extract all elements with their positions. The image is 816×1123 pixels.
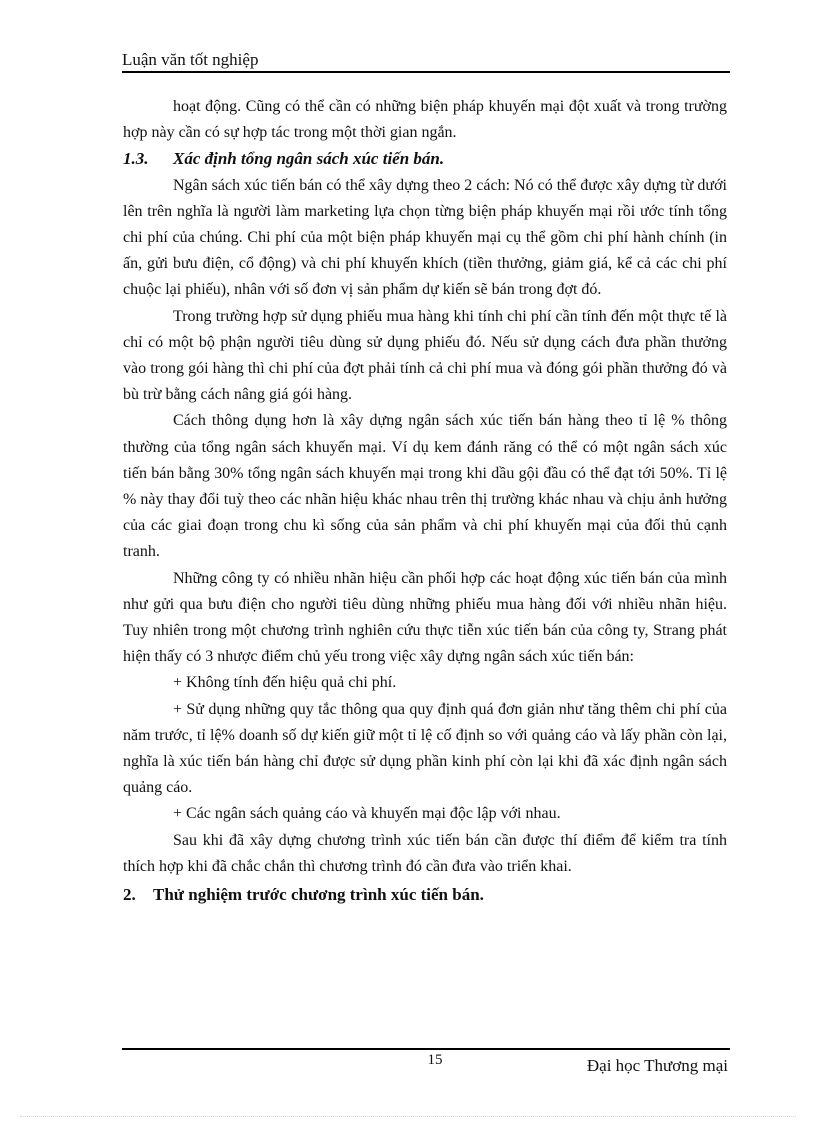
- footer-rule: [122, 1048, 730, 1050]
- header-rule: [122, 71, 730, 73]
- section-number: 1.3.: [123, 149, 149, 169]
- paragraph: Cách thông dụng hơn là xây dựng ngân sách xúc tiến bán hàng theo tỉ lệ % thông thường của tổng ngân sách khuyến mại. Ví dụ kem đánh răng có thể có một ngân sách xúc tiến bán bằng 30% tổng ngân sách khuyến mại trong khi dầu gội đầu có thể đạt tới 50%. Tỉ lệ % này thay đổi tuỳ theo các nhãn hiệu khác nhau trên thị trường khác nhau và chịu ảnh hưởng của các giai đoạn trong chu kì sống của sản phẩm và chi phí khuyến mại của đối thủ cạnh tranh.: [123, 412, 727, 561]
- section-number: 2.: [123, 885, 136, 905]
- section-heading-1-3: [123, 146, 727, 172]
- list-item: + Sử dụng những quy tắc thông qua quy định quá đơn giản như tăng thêm chi phí của năm trước, tỉ lệ% doanh số dự kiến giữ một tỉ lệ cố định so với quảng cáo và lấy phần còn lại, nghĩa là xúc tiến bán hàng chỉ được sử dụng phần kinh phí còn lại khi đã xác định ngân sách quảng cáo.: [123, 700, 727, 797]
- paragraph: Trong trường hợp sử dụng phiếu mua hàng khi tính chi phí cần tính đến một thực tế là chỉ có một bộ phận người tiêu dùng sử dụng phiếu đó. Nếu sử dụng cách đưa phần thưởng vào trong gói hàng thì chi phí của đợt phải tính cả chi phí mua và đóng gói phần thưởng đó và bù trừ bằng cách nâng giá gói hàng.: [123, 307, 727, 404]
- section-title: Thử nghiệm trước chương trình xúc tiến bán.: [153, 885, 484, 905]
- running-header-title: Luận văn tốt nghiệp: [122, 50, 259, 69]
- list-item: + Các ngân sách quảng cáo và khuyến mại độc lập với nhau.: [173, 805, 561, 823]
- page-edge-divider: [20, 1116, 796, 1117]
- section-title: Xác định tổng ngân sách xúc tiến bán.: [173, 149, 445, 169]
- page-number: 15: [427, 1052, 443, 1068]
- footer-institution: Đại học Thương mại: [586, 1056, 728, 1075]
- body-text: [123, 94, 727, 908]
- paragraph: Ngân sách xúc tiến bán có thể xây dựng theo 2 cách: Nó có thể được xây dựng từ dưới lên trên nghĩa là người làm marketing lựa chọn từng biện pháp khuyến mại rồi ước tính tổng chi phí của chúng. Chi phí của một biện pháp khuyến mại cụ thể gồm chi phí hành chính (in ấn, gửi bưu điện, cổ động) và chi phí khuyến khích (tiền thưởng, giảm giá, kể cả các chi phí chuộc lại phiếu), nhân với số đơn vị sản phẩm dự kiến sẽ bán trong đợt đó.: [123, 176, 727, 299]
- paragraph: Sau khi đã xây dựng chương trình xúc tiến bán cần được thí điểm để kiểm tra tính thích hợp khi đã chắc chắn thì chương trình đó cần đưa vào triển khai.: [123, 831, 727, 875]
- paragraph-continuation: hoạt động. Cũng có thể cần có những biện pháp khuyến mại đột xuất và trong trường hợp này cần có sự hợp tác trong một thời gian ngắn.: [123, 98, 727, 142]
- section-heading-2: [123, 882, 727, 908]
- list-item: + Không tính đến hiệu quả chi phí.: [173, 674, 397, 692]
- paragraph: Những công ty có nhiều nhãn hiệu cần phối hợp các hoạt động xúc tiến bán của mình như gửi qua bưu điện cho người tiêu dùng những phiếu mua hàng đối với nhiều nhãn hiệu. Tuy nhiên trong một chương trình nghiên cứu thực tiễn xúc tiến bán của công ty, Strang phát hiện thấy có 3 nhược điểm chủ yếu trong việc xây dựng ngân sách xúc tiến bán:: [123, 569, 727, 666]
